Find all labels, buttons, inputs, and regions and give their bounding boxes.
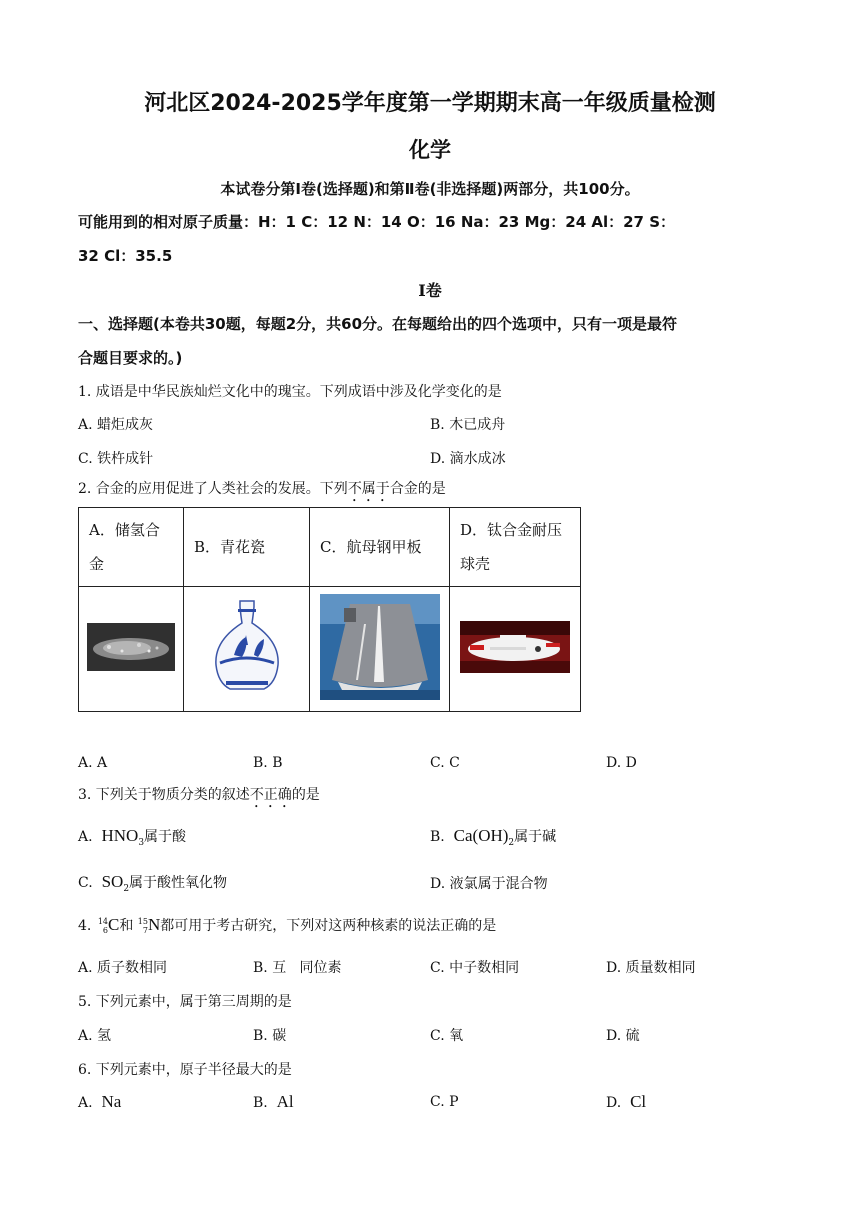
q4-nuclide-2-mass: 15 [137, 917, 148, 926]
q4-stem-post: 都可用于考古研究，下列对这两种核素的说法正确的是 [160, 918, 497, 934]
q3-option-b [430, 826, 556, 848]
aircraft-carrier-deck-image [320, 594, 440, 700]
q4-nuclide-2-atomic: 7 [142, 926, 148, 935]
q4-nuclide-1-atomic: 6 [102, 926, 108, 935]
volume-label: Ⅰ卷 [418, 281, 442, 300]
q3-option-c [78, 872, 227, 894]
exam-title: 河北区2024-2025学年度第一学期期末高一年级质量检测 [144, 91, 716, 116]
q4-stem [78, 915, 496, 935]
q3-option-c-text: 属于酸性氧化物 [129, 875, 228, 891]
q3-option-a-text: 属于酸 [144, 829, 187, 845]
q3-option-a [78, 826, 186, 848]
q3-option-a-label: A. [78, 829, 93, 845]
q2-option-d: D. D [606, 755, 637, 771]
q3-stem-post: 的是 [291, 787, 320, 803]
q2-alloy-table [78, 507, 581, 712]
q6-option-b-label: B. [253, 1095, 268, 1111]
q1-option-d: D. 滴水成冰 [430, 451, 506, 467]
q3-option-b-text: 属于碱 [514, 829, 557, 845]
subject-title: 化学 [409, 138, 451, 162]
q1-option-b: B. 木已成舟 [430, 417, 506, 433]
q2-stem [78, 478, 446, 505]
q6-option-a [78, 1092, 121, 1112]
q5-option-a: A. 氢 [78, 1028, 112, 1044]
q3-stem-emphasis: 不正确 [249, 787, 292, 803]
q2-image-cell-d [450, 587, 581, 712]
q5-option-c: C. 氧 [430, 1028, 464, 1044]
q1-option-a: A. 蜡炬成灰 [78, 417, 154, 433]
q2-header-b: B．青花瓷 [184, 508, 310, 587]
q6-option-d [606, 1092, 646, 1112]
q6-option-b [253, 1092, 294, 1112]
atomic-mass-line-1: 可能用到的相对原子质量：H：1 C：12 N：14 O：16 Na：23 Mg：24 Al：27 S： [78, 213, 675, 231]
q2-header-d: D．钛合金耐压球壳 [450, 508, 581, 587]
q2-image-cell-c [310, 587, 450, 712]
q3-option-a-subscript: 3 [138, 837, 145, 848]
q4-nuclide-1-mass: 14 [97, 917, 108, 926]
q2-header-c: C．航母钢甲板 [310, 508, 450, 587]
q3-option-b-label: B. [430, 829, 445, 845]
hydrogen-storage-alloy-image [87, 623, 175, 671]
q4-nuclide-2-symbol: N [147, 915, 161, 934]
q4-connector: 和 [119, 918, 134, 934]
q3-option-c-formula: SO [101, 872, 124, 891]
q5-option-d: D. 硫 [606, 1028, 640, 1044]
q6-stem: 6. 下列元素中，原子半径最大的是 [78, 1062, 292, 1078]
q6-option-a-label: A. [78, 1095, 93, 1111]
q6-option-c: C. P [430, 1094, 459, 1110]
q3-option-b-subscript: 2 [508, 837, 515, 848]
q3-option-b-formula: Ca(OH) [453, 826, 509, 845]
q6-option-d-symbol: Cl [630, 1092, 647, 1111]
q2-header-a: A．储氢合金 [79, 508, 184, 587]
q2-image-cell-a [79, 587, 184, 712]
q4-option-c: C. 中子数相同 [430, 960, 520, 976]
section-heading-line-2: 合题目要求的。) [78, 349, 183, 367]
q5-option-b: B. 碳 [253, 1028, 287, 1044]
q4-option-a: A. 质子数相同 [78, 960, 168, 976]
q2-stem-emphasis: 不属于 [347, 481, 390, 497]
q6-option-b-symbol: Al [276, 1092, 294, 1111]
q3-option-c-subscript: 2 [123, 883, 130, 894]
q6-option-a-symbol: Na [101, 1092, 122, 1111]
q4-nuclide-1-numbers [98, 917, 108, 935]
q6-option-d-label: D. [606, 1095, 622, 1111]
q4-option-b: B. 互 同位素 [253, 960, 342, 976]
q2-option-b: B. B [253, 755, 283, 771]
exam-intro: 本试卷分第Ⅰ卷(选择题)和第Ⅱ卷(非选择题)两部分，共100分。 [220, 180, 640, 198]
section-heading-line-1: 一、选择题(本卷共30题，每题2分，共60分。在每题给出的四个选项中，只有一项是最符 [78, 315, 678, 333]
q2-option-c: C. C [430, 755, 460, 771]
q2-stem-post: 合金的是 [389, 481, 446, 497]
q3-stem-pre: 3. 下列关于物质分类的叙述 [78, 787, 250, 803]
q3-option-a-formula: HNO [101, 826, 139, 845]
q3-option-d: D. 液氯属于混合物 [430, 876, 548, 892]
blue-white-porcelain-vase-image [214, 599, 280, 695]
q4-nuclide-2-numbers [138, 917, 148, 935]
q2-option-a: A. A [78, 755, 108, 771]
q4-number: 4. [78, 918, 92, 934]
q3-stem [78, 784, 320, 811]
q2-stem-pre: 2. 合金的应用促进了人类社会的发展。下列 [78, 481, 348, 497]
q1-stem: 1. 成语是中华民族灿烂文化中的瑰宝。下列成语中涉及化学变化的是 [78, 384, 502, 400]
submersible-pressure-hull-image [460, 621, 570, 673]
q1-option-c: C. 铁杵成针 [78, 451, 154, 467]
q5-stem: 5. 下列元素中，属于第三周期的是 [78, 994, 292, 1010]
atomic-mass-line-2: 32 Cl：35.5 [78, 247, 173, 265]
q4-nuclide-1-symbol: C [108, 915, 120, 934]
q2-image-cell-b [184, 587, 310, 712]
q3-option-c-label: C. [78, 875, 93, 891]
q4-option-d: D. 质量数相同 [606, 960, 696, 976]
